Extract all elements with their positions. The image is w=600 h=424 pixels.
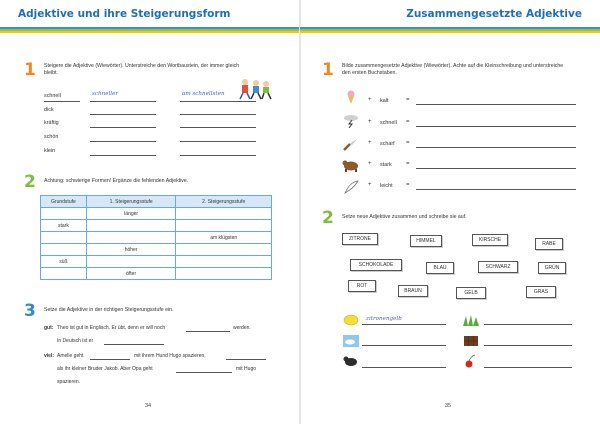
plus-sign: +	[368, 140, 372, 146]
lemon-icon	[342, 313, 360, 327]
adjective-word: stark	[380, 162, 392, 168]
answer-line[interactable]	[416, 147, 576, 148]
answer-line[interactable]	[176, 372, 232, 373]
answer-line[interactable]	[180, 155, 256, 156]
viel-sentence-2a: als ihr kleiner Bruder Jakob. Aber Opa geht	[57, 366, 153, 372]
table-cell: stark	[41, 220, 87, 232]
example-answer: zitronengelb	[366, 316, 402, 322]
word-1: schnell	[44, 93, 61, 99]
answer-line[interactable]	[90, 141, 156, 142]
bear-icon	[342, 158, 360, 172]
answer-line[interactable]	[90, 127, 156, 128]
table-cell: öfter	[86, 268, 176, 280]
answer-line[interactable]	[180, 127, 256, 128]
table-row	[41, 220, 272, 232]
word-5: klein	[44, 148, 56, 154]
answer-line[interactable]	[416, 189, 576, 190]
chocolate-icon	[462, 334, 480, 348]
word-4: schön	[44, 134, 59, 140]
header-stripes	[0, 27, 300, 33]
word-box: HIMMEL	[410, 235, 442, 247]
table-row	[41, 208, 272, 220]
answer-line[interactable]	[90, 114, 156, 115]
table-cell[interactable]	[41, 268, 87, 280]
word-box: BLAU	[426, 262, 454, 274]
answer-line[interactable]	[484, 345, 572, 346]
answer-line[interactable]	[180, 114, 256, 115]
viel-label: viel:	[44, 353, 55, 359]
table-cell[interactable]	[86, 220, 176, 232]
header-stripes	[300, 27, 600, 33]
page-number-left: 34	[145, 403, 152, 409]
word-box: SCHOKOLADE	[350, 259, 402, 271]
word-box: GELB	[456, 287, 486, 299]
plus-sign: +	[368, 97, 372, 103]
example-comparative: schneller	[92, 91, 119, 97]
viel-sentence-1b: mit ihrem Hund Hugo spazieren,	[134, 353, 206, 359]
answer-line[interactable]	[104, 344, 164, 345]
answer-line[interactable]	[186, 331, 230, 332]
equals-sign: =	[406, 182, 410, 188]
word-box: BRAUN	[398, 285, 428, 297]
equals-sign: =	[406, 119, 410, 125]
task-1-number: 1	[322, 60, 334, 80]
adjective-word: scharf	[380, 141, 395, 147]
word-box: RABE	[535, 238, 563, 250]
task-1-number: 1	[24, 60, 36, 80]
task-1-instruction: Steigere die Adjektive (Wiewörter). Unterstreiche den Wortbaustein, der immer gleich bleibt.	[44, 63, 240, 76]
right-page-title: Zusammengesetzte Adjektive	[406, 8, 582, 20]
table-row	[41, 256, 272, 268]
plus-sign: +	[368, 182, 372, 188]
answer-line[interactable]	[90, 359, 130, 360]
table-cell[interactable]	[176, 244, 272, 256]
example-superlative: am schnellsten	[182, 91, 225, 97]
viel-sentence-2b: mit Hugo	[236, 366, 257, 372]
equals-sign: =	[406, 97, 410, 103]
table-header: 1. Steigerungsstufe	[86, 196, 176, 208]
table-cell[interactable]	[86, 232, 176, 244]
answer-line[interactable]	[416, 168, 576, 169]
answer-line[interactable]	[362, 345, 446, 346]
task-1-instruction: Bilde zusammengesetzte Adjektive (Wiewörter). Achte auf die Kleinschreibung und unterstreiche den ersten Buchstaben.	[342, 63, 564, 76]
lightning-icon	[342, 114, 360, 128]
gut-sentence-2: In Deutsch ist er	[57, 338, 94, 344]
table-header-row	[41, 196, 272, 208]
equals-sign: =	[406, 140, 410, 146]
plus-sign: +	[368, 161, 372, 167]
table-header: Grundstufe	[41, 196, 87, 208]
right-page	[300, 0, 600, 424]
word-box: GRÜN	[538, 262, 566, 274]
table-cell[interactable]	[176, 268, 272, 280]
word-box: KIRSCHE	[472, 234, 508, 246]
answer-line[interactable]	[484, 367, 572, 368]
feather-icon	[342, 180, 360, 194]
table-cell[interactable]	[41, 208, 87, 220]
table-cell: höher	[86, 244, 176, 256]
left-page-title: Adjektive und ihre Steigerungsform	[18, 8, 231, 20]
viel-sentence-3: spazieren.	[57, 379, 81, 385]
task-2-instruction: Setze neue Adjektive zusammen und schreibe sie auf.	[342, 214, 467, 220]
viel-sentence-1a: Amelie geht	[57, 353, 84, 359]
gut-label: gut:	[44, 325, 54, 331]
task-2-number: 2	[322, 208, 334, 228]
answer-line[interactable]	[416, 126, 576, 127]
table-cell[interactable]	[86, 256, 176, 268]
table-cell[interactable]	[176, 208, 272, 220]
table-cell[interactable]	[176, 220, 272, 232]
task-2-number: 2	[24, 172, 36, 192]
equals-sign: =	[406, 161, 410, 167]
answer-line[interactable]	[362, 324, 446, 325]
word-box: ZITRONE	[342, 233, 378, 245]
table-cell[interactable]	[176, 256, 272, 268]
comparison-table	[40, 195, 272, 280]
adjective-word: schnell	[380, 120, 397, 126]
answer-line[interactable]	[484, 324, 572, 325]
table-row	[41, 244, 272, 256]
adjective-word: leicht	[380, 183, 393, 189]
plus-sign: +	[368, 119, 372, 125]
knife-icon	[342, 137, 360, 151]
table-cell: länger	[86, 208, 176, 220]
answer-line[interactable]	[416, 104, 576, 105]
word-box: ROT	[348, 280, 376, 292]
table-cell[interactable]	[41, 244, 87, 256]
gut-sentence-1b: werden.	[233, 325, 251, 331]
table-row	[41, 268, 272, 280]
cherry-icon	[462, 354, 480, 368]
task-3-instruction: Setze die Adjektive in der richtigen Steigerungsstufe ein.	[44, 307, 174, 313]
raven-icon	[342, 354, 360, 368]
answer-line[interactable]	[226, 359, 266, 360]
sky-icon	[342, 334, 360, 348]
ice-cream-icon	[342, 90, 360, 104]
word-2: dick	[44, 107, 54, 113]
task-3-number: 3	[24, 301, 36, 321]
page-number-right: 35	[445, 403, 452, 409]
grass-icon	[462, 313, 480, 327]
table-cell: am klügsten	[176, 232, 272, 244]
adjective-word: kalt	[380, 98, 389, 104]
answer-line[interactable]	[180, 141, 256, 142]
running-children-icon	[238, 78, 272, 100]
word-box: GRAS	[526, 286, 556, 298]
table-cell[interactable]	[41, 232, 87, 244]
word-3: kräftig	[44, 120, 59, 126]
table-header: 2. Steigerungsstufe	[176, 196, 272, 208]
word-box: SCHWARZ	[478, 261, 518, 273]
table-cell: süß	[41, 256, 87, 268]
table-row	[41, 232, 272, 244]
task-2-instruction: Achtung: schwierige Formen! Ergänze die fehlenden Adjektive.	[44, 178, 189, 184]
gut-sentence-1a: Theo ist gut in Englisch. Er übt, denn er will noch	[57, 325, 166, 331]
answer-line[interactable]	[362, 367, 446, 368]
answer-line[interactable]	[90, 155, 156, 156]
